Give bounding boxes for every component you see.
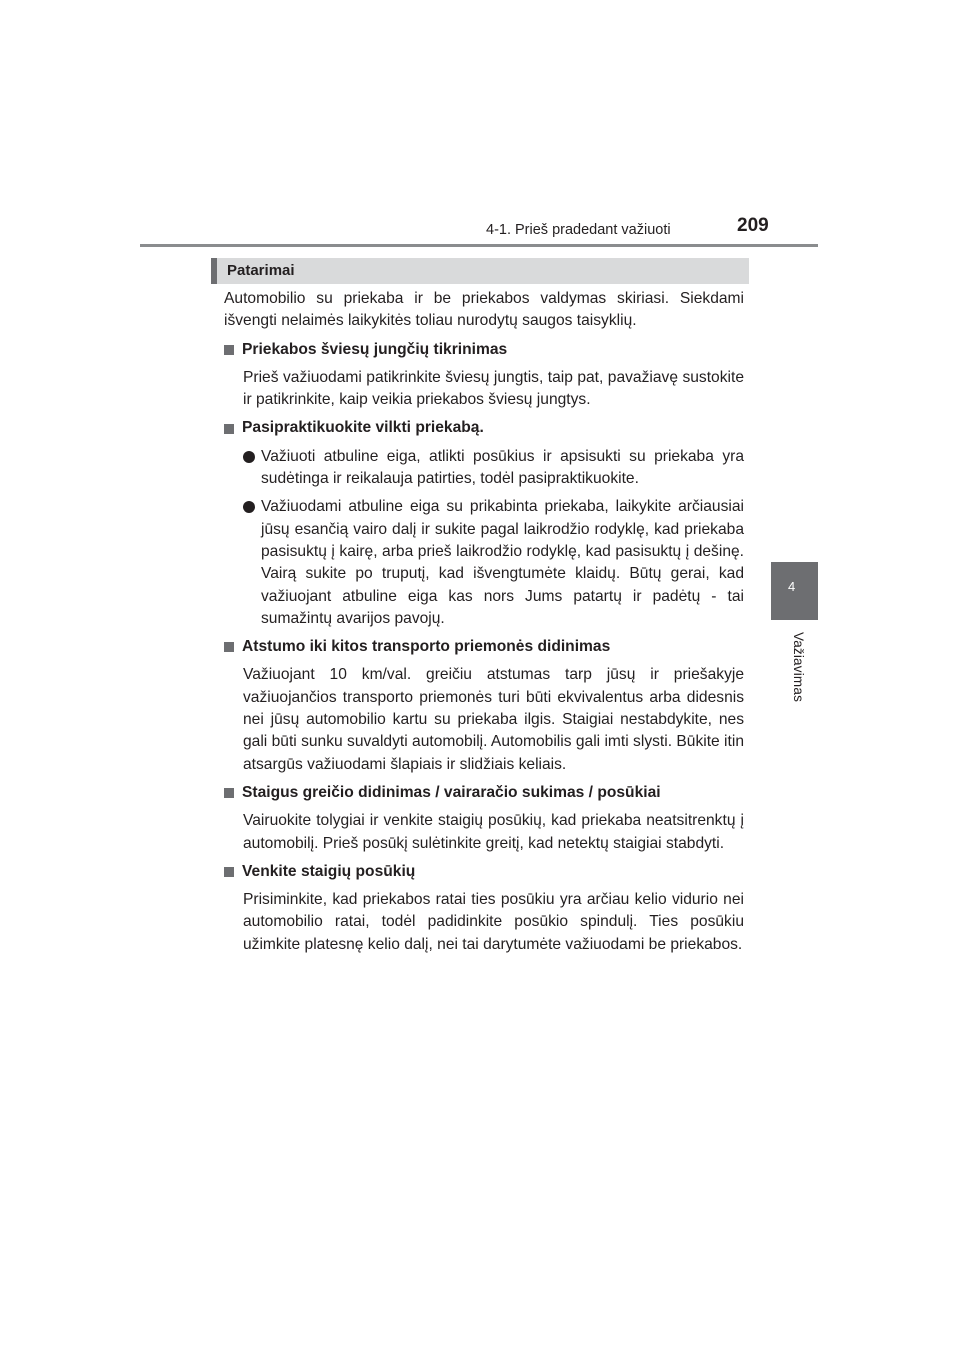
- section-avoid-sharp-turns: [224, 861, 744, 956]
- section-light-connectors: [224, 339, 744, 412]
- square-bullet-icon: [224, 867, 234, 877]
- tips-content: [224, 288, 744, 962]
- bullet-text: Važiuoti atbuline eiga, atlikti posūkius ir apsisukti su priekaba yra sudėtinga ir reikalauja patirties, todėl pasipraktikuokite.: [261, 447, 744, 488]
- tips-title: Patarimai: [227, 262, 295, 279]
- section-sudden-maneuvers: [224, 782, 744, 855]
- square-bullet-icon: [224, 788, 234, 798]
- side-tab-label: Važiavimas: [791, 632, 806, 703]
- section-heading: Venkite staigių posūkių: [242, 862, 416, 880]
- tips-heading-bar: [211, 258, 749, 284]
- side-tab-number: 4: [788, 579, 796, 594]
- section-body: Prisiminkite, kad priekabos ratai ties posūkiu yra arčiau kelio vidurio nei automobilio ratai, todėl padidinkite posūkio spindulį. Ties posūkiu užimkite platesnę kelio dalį, nei tai darytumėte važiuodami be priekabos.: [243, 891, 744, 953]
- round-bullet-icon: [243, 501, 255, 513]
- section-title: 4-1. Prieš pradedant važiuoti: [486, 222, 671, 238]
- section-heading: Pasipraktikuokite vilkti priekabą.: [242, 419, 484, 437]
- round-bullet-icon: [243, 451, 255, 463]
- list-item: [224, 496, 744, 630]
- section-body: Vairuokite tolygiai ir venkite staigių posūkių, kad priekaba neatsitrenktų į automobilį. Prieš posūkį sulėtinkite greitį, kad netektų staigiai stabdyti.: [243, 812, 744, 852]
- page-number: 209: [737, 215, 769, 236]
- section-body: Važiuojant 10 km/val. greičiu atstumas tarp jūsų ir priešakyje važiuojančios transporto priemonės turi būti ekvivalentus arba didesnis nei jūsų automobilio kartu su priekaba ilgis. Staigiai nestabdykite, nes gali būti sunku suvaldyti automobilį. Automobilis gali imti slysti. Būkite itin atsargūs važiuodami šlapiais ir slidžiais keliais.: [243, 666, 744, 773]
- square-bullet-icon: [224, 345, 234, 355]
- section-following-distance: [224, 636, 744, 776]
- intro-paragraph: Automobilio su priekaba ir be priekabos valdymas skiriasi. Siekdami išvengti nelaimės laikykitės toliau nurodytų saugos taisyklių.: [224, 290, 744, 330]
- bullet-text: Važiuodami atbuline eiga su prikabinta priekaba, laikykite arčiausiai jūsų esančią vairo dalį ir sukite pagal laikrodžio rodyklę, kad priekaba pasisuktų į kairę, arba prieš laikrodžio rodyklę, kad pasisuktų į dešinę. Vairą sukite po truputį, kad išvengtumėte klaidų. Būtų gerai, kad važiuojant atbuline eiga kas nors Jums patartų ir padėtų - tai sumažintų avarijos pavojų.: [261, 498, 744, 627]
- square-bullet-icon: [224, 424, 234, 434]
- list-item: [224, 446, 744, 491]
- section-heading: Priekabos šviesų jungčių tikrinimas: [242, 340, 508, 358]
- section-heading: Atstumo iki kitos transporto priemonės didinimas: [242, 638, 611, 656]
- square-bullet-icon: [224, 642, 234, 652]
- section-practice-towing: [224, 417, 744, 630]
- section-heading: Staigus greičio didinimas / vairaračio sukimas / posūkiai: [242, 783, 661, 801]
- section-body: Prieš važiuodami patikrinkite šviesų jungtis, taip pat, pavažiavę sustokite ir patikrinkite, kaip veikia priekabos šviesų jungtys.: [243, 368, 744, 409]
- header-divider: [140, 244, 818, 247]
